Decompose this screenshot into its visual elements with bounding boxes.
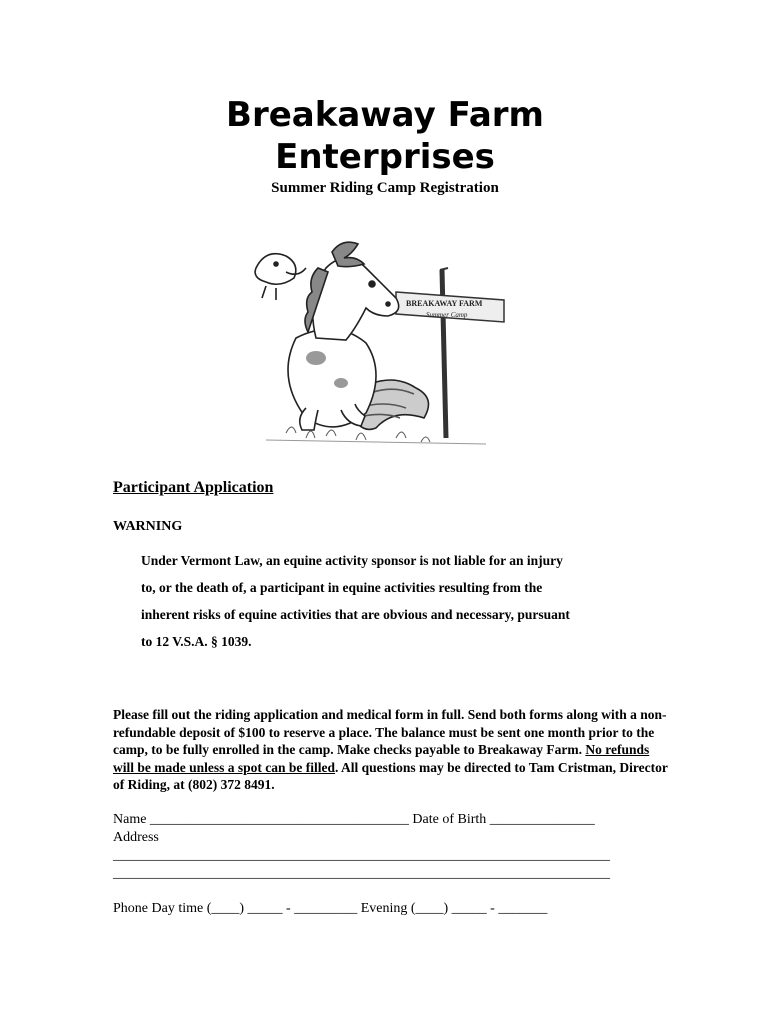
title-line-2: Enterprises xyxy=(275,137,495,177)
name-dob-field-line[interactable]: Name _____________________________________ Date of Birth _______________ xyxy=(113,812,595,827)
instructions-text-1: Please fill out the riding application and medical form in full. Send both forms along with a non-refundable deposit of $100 to reserve a place. The balance must be sent one month prior to the camp, to be fully enrolled in the camp. Make checks payable to Breakaway Farm. xyxy=(113,707,667,757)
address-field-line-1[interactable]: _______________________________________________________________________ xyxy=(113,848,610,863)
address-field-line-2[interactable]: _______________________________________________________________________ xyxy=(113,866,610,881)
no-refunds-notice: No refunds will be made unless a spot can be filled xyxy=(113,742,650,775)
phone-field-line[interactable]: Phone Day time (____) _____ - _________ Evening (____) _____ - _______ xyxy=(113,901,548,916)
participant-application-heading: Participant Application xyxy=(113,479,274,496)
horse-icon xyxy=(255,242,428,430)
sign-text-2: Summer Camp xyxy=(426,311,468,319)
sign-text-1: BREAKAWAY FARM xyxy=(406,299,483,308)
instructions-text-2: . All questions may be directed to Tam Cristman, Director of Riding, at (802) 372 8491. xyxy=(113,759,668,792)
warning-heading: WARNING xyxy=(113,519,183,534)
title-line-1: Breakaway Farm xyxy=(226,95,544,135)
warning-line-2: to, or the death of, a participant in equine activities resulting from the xyxy=(141,580,543,595)
address-label: Address xyxy=(113,830,159,845)
warning-line-1: Under Vermont Law, an equine activity sponsor is not liable for an injury xyxy=(141,553,563,568)
instructions-paragraph xyxy=(113,706,673,794)
document-subtitle: Summer Riding Camp Registration xyxy=(271,180,499,196)
warning-line-3: inherent risks of equine activities that are obvious and necessary, pursuant xyxy=(141,607,570,622)
warning-line-4: to 12 V.S.A. § 1039. xyxy=(141,634,252,649)
horse-signpost-logo xyxy=(246,228,512,452)
document-title xyxy=(0,94,770,178)
